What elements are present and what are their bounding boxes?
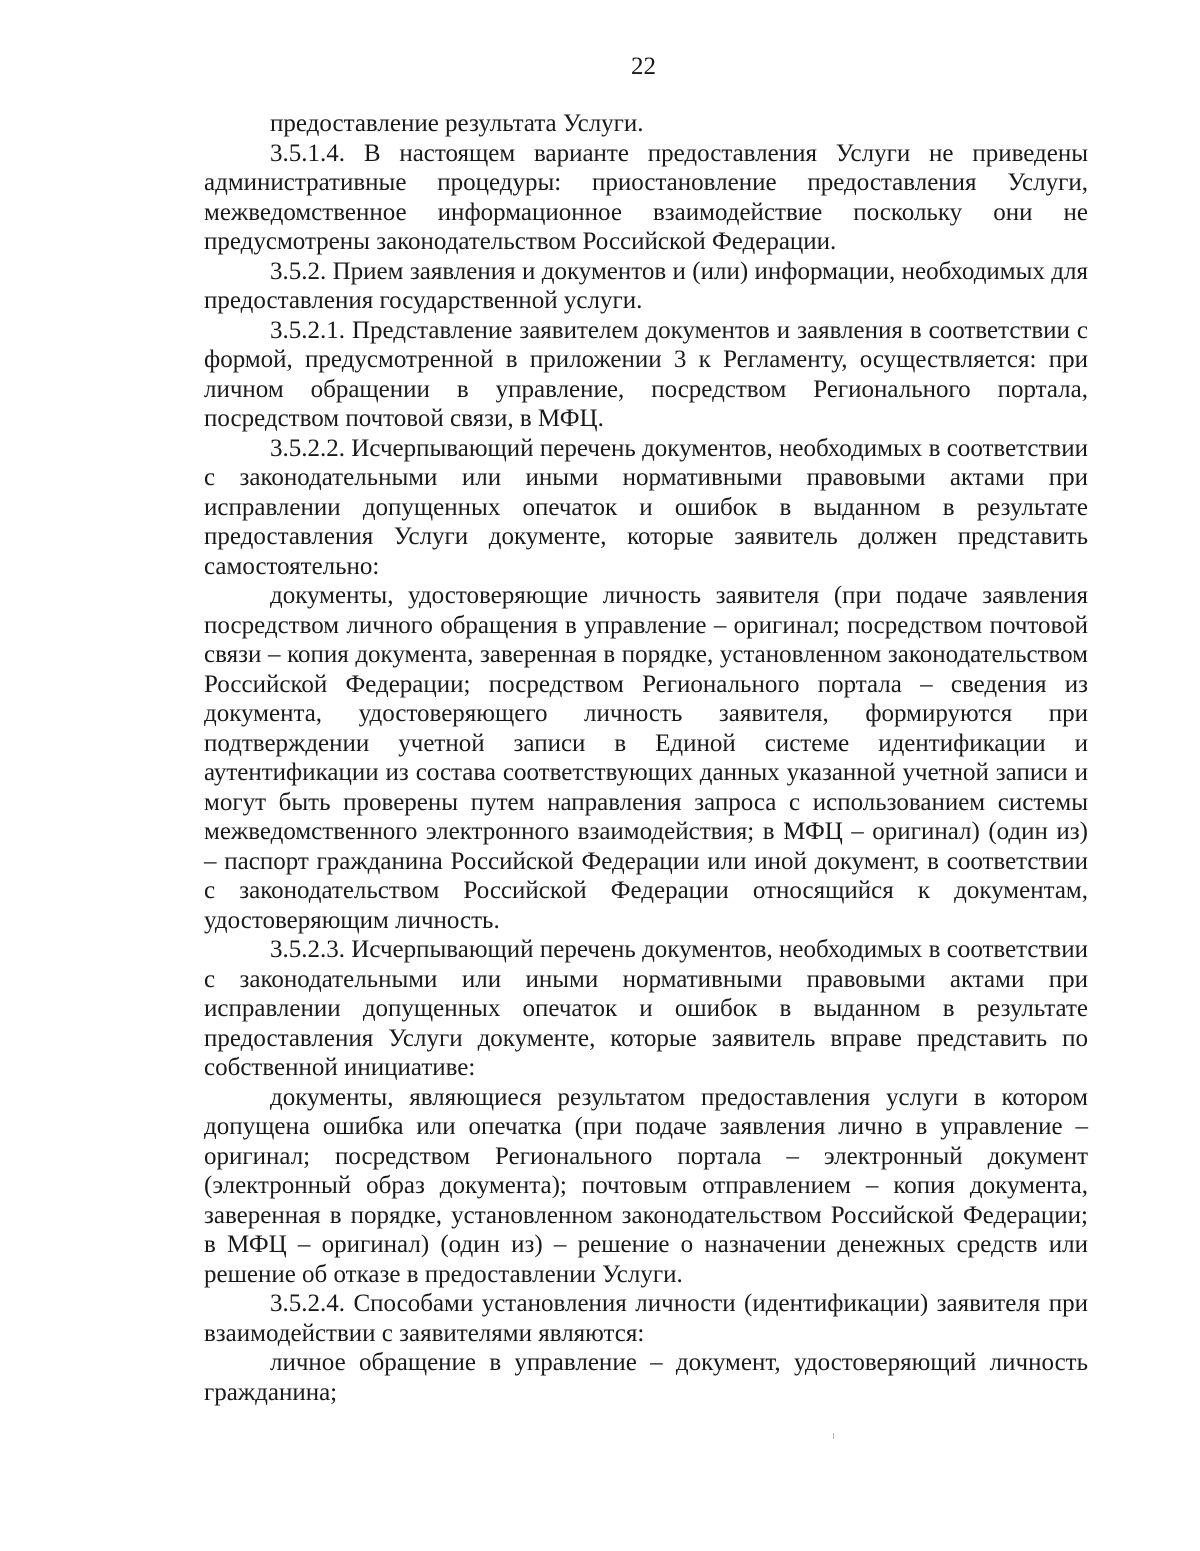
paragraph-3-5-2: 3.5.2. Прием заявления и документов и (или) информации, необходимых для предоставления государственной услуги. — [204, 257, 1088, 314]
paragraph-3-5-2-4: 3.5.2.4. Способами установления личности (идентификации) заявителя при взаимодействии с заявителями являются: — [204, 1290, 1088, 1347]
scan-speck — [833, 1433, 834, 1439]
document-body — [204, 109, 1088, 1407]
paragraph-personal-visit: личное обращение в управление – документ, удостоверяющий личность гражданина; — [204, 1349, 1088, 1406]
paragraph-3-5-2-1: 3.5.2.1. Представление заявителем документов и заявления в соответствии с формой, предусмотренной в приложении 3 к Регламенту, осуществляется: при личном обращении в управление, посредством Регионального портала, посредством почтовой связи, в МФЦ. — [204, 316, 1088, 432]
paragraph-identity-documents: документы, удостоверяющие личность заявителя (при подаче заявления посредством личного обращения в управление – оригинал; посредством почтовой связи – копия документа, заверенная в порядке, установленном законодательством Российской Федерации; посредством Регионального портала – сведения из документа, удостоверяющего личность заявителя, формируются при подтверждении учетной записи в Единой системе идентификации и аутентификации из состава соответствующих данных указанной учетной записи и могут быть проверены путем направления запроса с использованием системы межведомственного электронного взаимодействия; в МФЦ – оригинал) (один из) – паспорт гражданина Российской Федерации или иной документ, в соответствии с законодательством Российской Федерации относящийся к документам, удостоверяющим личность. — [204, 582, 1088, 934]
paragraph-continuation: предоставление результата Услуги. — [270, 110, 644, 137]
paragraph-3-5-2-3: 3.5.2.3. Исчерпывающий перечень документов, необходимых в соответствии с законодательными или иными нормативными правовыми актами при исправлении допущенных опечаток и ошибок в выданном в результате предоставления Услуги документе, которые заявитель вправе представить по собственной инициативе: — [204, 936, 1088, 1081]
paragraph-3-5-2-2: 3.5.2.2. Исчерпывающий перечень документов, необходимых в соответствии с законодательными или иными нормативными правовыми актами при исправлении допущенных опечаток и ошибок в выданном в результате предоставления Услуги документе, которые заявитель должен представить самостоятельно: — [204, 434, 1088, 580]
page-number: 22 — [631, 53, 656, 80]
paragraph-result-documents: документы, являющиеся результатом предоставления услуги в котором допущена ошибка или опечатка (при подаче заявления лично в управление – оригинал; посредством Регионального портала – электронный документ (электронный образ документа); почтовым отправлением – копия документа, заверенная в порядке, установленном законодательством Российской Федерации; в МФЦ – оригинал) (один из) – решение о назначении денежных средств или решение об отказе в предоставлении Услуги. — [204, 1083, 1088, 1288]
paragraph-3-5-1-4: 3.5.1.4. В настоящем варианте предоставления Услуги не приведены административные процедуры: приостановление предоставления Услуги, межведомственное информационное взаимодействие поскольку они не предусмотрены законодательством Российской Федерации. — [204, 139, 1088, 255]
